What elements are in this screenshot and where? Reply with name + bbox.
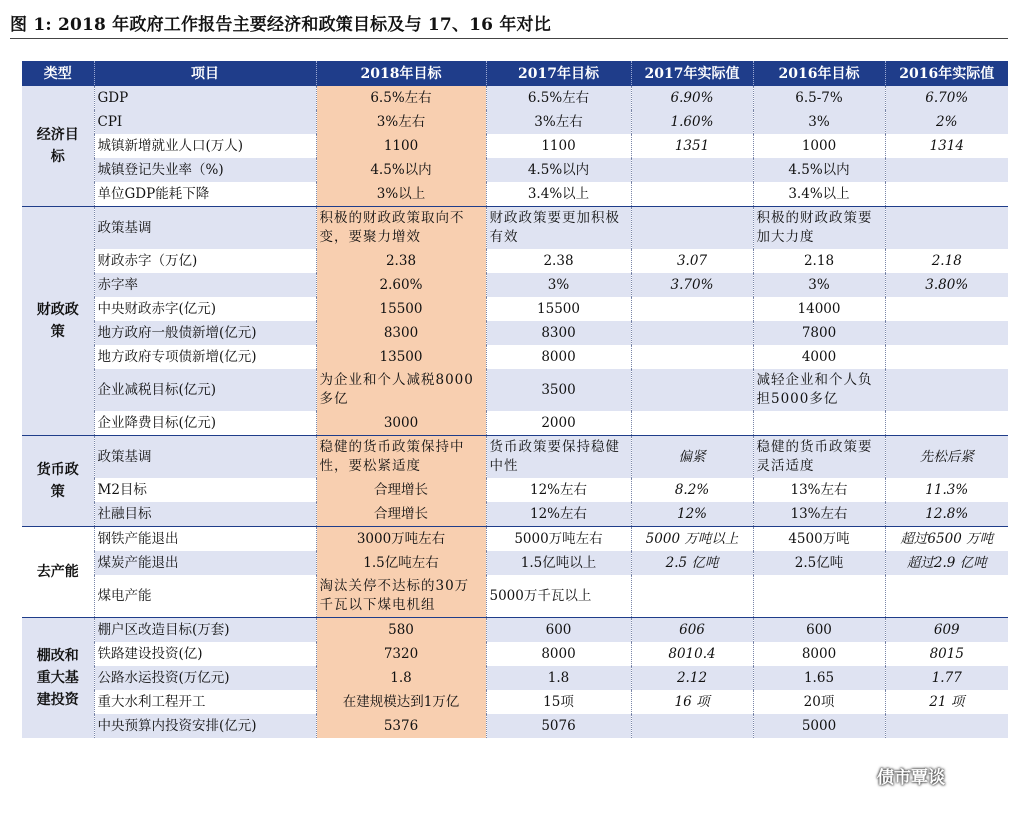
cell-2017-actual (631, 158, 753, 182)
item-label: 煤电产能 (94, 575, 316, 618)
cell-2016-target: 2.18 (753, 249, 885, 273)
item-label: 铁路建设投资(亿) (94, 642, 316, 666)
cell-2018-target: 合理增长 (316, 478, 486, 502)
item-label: 重大水利工程开工 (94, 690, 316, 714)
table-row (22, 369, 1008, 411)
cell-2016-target: 8000 (753, 642, 885, 666)
cell-2017-target: 15项 (486, 690, 631, 714)
cell-2017-target: 12%左右 (486, 502, 631, 527)
cell-2018-target: 8300 (316, 321, 486, 345)
cell-2016-target: 20项 (753, 690, 885, 714)
cell-2017-target: 2.38 (486, 249, 631, 273)
cell-2018-target: 2.60% (316, 273, 486, 297)
cell-2018-target: 6.5%左右 (316, 86, 486, 111)
cell-2016-target (753, 575, 885, 618)
table-row (22, 502, 1008, 527)
item-label: 企业降费目标(亿元) (94, 411, 316, 436)
table-row (22, 666, 1008, 690)
wechat-icon (843, 761, 871, 789)
cell-2017-target: 1100 (486, 134, 631, 158)
cell-2016-target (753, 411, 885, 436)
cell-2017-target: 4.5%以内 (486, 158, 631, 182)
cell-2017-target: 8000 (486, 642, 631, 666)
cell-2017-actual: 5000 万吨以上 (631, 527, 753, 552)
cell-2016-target: 1000 (753, 134, 885, 158)
policy-targets-table (22, 61, 1008, 738)
cell-2017-target: 5076 (486, 714, 631, 738)
cell-2016-actual: 超过2.9 亿吨 (885, 551, 1008, 575)
figure-title: 图 1: 2018 年政府工作报告主要经济和政策目标及与 17、16 年对比 (10, 15, 551, 35)
cell-2018-target: 合理增长 (316, 502, 486, 527)
cell-2016-actual: 6.70% (885, 86, 1008, 111)
cell-2017-actual (631, 575, 753, 618)
item-label: 钢铁产能退出 (94, 527, 316, 552)
table-row (22, 690, 1008, 714)
table-row (22, 321, 1008, 345)
cell-2018-target: 580 (316, 618, 486, 643)
table-row (22, 478, 1008, 502)
cell-2016-target: 4.5%以内 (753, 158, 885, 182)
item-label: 财政赤字（万亿) (94, 249, 316, 273)
header-2017-actual: 2017年实际值 (631, 61, 753, 86)
cell-2017-actual: 12% (631, 502, 753, 527)
table-row (22, 207, 1008, 250)
cell-2016-target: 4000 (753, 345, 885, 369)
header-2018-target: 2018年目标 (316, 61, 486, 86)
cell-2018-target: 为企业和个人减税8000多亿 (316, 369, 486, 411)
cell-2016-actual: 超过6500 万吨 (885, 527, 1008, 552)
cell-2018-target: 稳健的货币政策保持中性，要松紧适度 (316, 436, 486, 479)
table-row (22, 249, 1008, 273)
cell-2016-actual: 3.80% (885, 273, 1008, 297)
cell-2016-target: 3% (753, 110, 885, 134)
cell-2018-target: 13500 (316, 345, 486, 369)
cell-2017-actual (631, 345, 753, 369)
cell-2016-actual: 609 (885, 618, 1008, 643)
cell-2017-actual: 1.60% (631, 110, 753, 134)
cell-2017-target: 5000万千瓦以上 (486, 575, 631, 618)
category-fiscal: 财政政策 (22, 207, 94, 436)
cell-2017-target: 600 (486, 618, 631, 643)
cell-2017-actual: 3.07 (631, 249, 753, 273)
item-label: 地方政府专项债新增(亿元) (94, 345, 316, 369)
cell-2017-actual (631, 369, 753, 411)
cell-2017-target: 财政政策要更加积极有效 (486, 207, 631, 250)
cell-2018-target: 1100 (316, 134, 486, 158)
title-rule (10, 38, 1008, 39)
cell-2016-actual: 2.18 (885, 249, 1008, 273)
cell-2017-actual: 偏紧 (631, 436, 753, 479)
cell-2017-target: 3% (486, 273, 631, 297)
cell-2018-target: 3%左右 (316, 110, 486, 134)
cell-2017-actual (631, 411, 753, 436)
cell-2016-target: 1.65 (753, 666, 885, 690)
cell-2016-actual: 2% (885, 110, 1008, 134)
table-row (22, 158, 1008, 182)
table-row (22, 110, 1008, 134)
header-2016-target: 2016年目标 (753, 61, 885, 86)
header-2016-actual: 2016年实际值 (885, 61, 1008, 86)
cell-2017-actual (631, 297, 753, 321)
cell-2016-actual (885, 345, 1008, 369)
cell-2016-actual: 21 项 (885, 690, 1008, 714)
item-label: 中央财政赤字(亿元) (94, 297, 316, 321)
header-item: 项目 (94, 61, 316, 86)
cell-2017-target: 12%左右 (486, 478, 631, 502)
item-label: 中央预算内投资安排(亿元) (94, 714, 316, 738)
cell-2018-target: 3%以上 (316, 182, 486, 207)
cell-2016-target: 600 (753, 618, 885, 643)
cell-2016-actual: 1.77 (885, 666, 1008, 690)
cell-2017-actual: 606 (631, 618, 753, 643)
cell-2016-actual: 8015 (885, 642, 1008, 666)
cell-2017-actual (631, 714, 753, 738)
cell-2017-target: 3%左右 (486, 110, 631, 134)
cell-2017-actual: 6.90% (631, 86, 753, 111)
table-row (22, 273, 1008, 297)
item-label: 城镇登记失业率（%) (94, 158, 316, 182)
category-monetary: 货币政策 (22, 436, 94, 527)
cell-2016-target: 4500万吨 (753, 527, 885, 552)
table-row (22, 575, 1008, 618)
cell-2016-target: 2.5亿吨 (753, 551, 885, 575)
cell-2016-target: 13%左右 (753, 478, 885, 502)
cell-2016-actual: 11.3% (885, 478, 1008, 502)
cell-2018-target: 5376 (316, 714, 486, 738)
cell-2017-target: 3.4%以上 (486, 182, 631, 207)
cell-2017-target: 15500 (486, 297, 631, 321)
item-label: 城镇新增就业人口(万人) (94, 134, 316, 158)
cell-2016-target: 积极的财政政策要加大力度 (753, 207, 885, 250)
item-label: GDP (94, 86, 316, 111)
category-capacity: 去产能 (22, 527, 94, 618)
table-row (22, 297, 1008, 321)
cell-2017-target: 8300 (486, 321, 631, 345)
cell-2018-target: 在建规模达到1万亿 (316, 690, 486, 714)
item-label: 煤炭产能退出 (94, 551, 316, 575)
cell-2018-target: 15500 (316, 297, 486, 321)
watermark (843, 760, 993, 790)
cell-2018-target: 7320 (316, 642, 486, 666)
table-row (22, 345, 1008, 369)
table-row (22, 86, 1008, 111)
table-row (22, 714, 1008, 738)
cell-2016-actual (885, 714, 1008, 738)
cell-2017-target: 5000万吨左右 (486, 527, 631, 552)
header-row (22, 61, 1008, 86)
cell-2016-target: 13%左右 (753, 502, 885, 527)
cell-2016-actual: 1314 (885, 134, 1008, 158)
table-row (22, 182, 1008, 207)
cell-2017-actual: 2.12 (631, 666, 753, 690)
item-label: 地方政府一般债新增(亿元) (94, 321, 316, 345)
cell-2016-actual: 12.8% (885, 502, 1008, 527)
cell-2018-target: 1.5亿吨左右 (316, 551, 486, 575)
watermark-text: 债市覃谈 (877, 767, 945, 788)
cell-2018-target: 1.8 (316, 666, 486, 690)
cell-2017-target: 货币政策要保持稳健中性 (486, 436, 631, 479)
cell-2017-actual: 8.2% (631, 478, 753, 502)
item-label: 社融目标 (94, 502, 316, 527)
cell-2017-actual: 3.70% (631, 273, 753, 297)
cell-2017-target: 6.5%左右 (486, 86, 631, 111)
cell-2018-target: 3000 (316, 411, 486, 436)
cell-2016-actual (885, 369, 1008, 411)
header-type: 类型 (22, 61, 94, 86)
table-row (22, 527, 1008, 552)
cell-2016-target: 稳健的货币政策要灵活适度 (753, 436, 885, 479)
category-econ: 经济目标 (22, 86, 94, 207)
cell-2018-target: 积极的财政政策取向不变，要聚力增效 (316, 207, 486, 250)
item-label: 政策基调 (94, 436, 316, 479)
table-row (22, 436, 1008, 479)
cell-2016-actual (885, 575, 1008, 618)
category-investment: 棚改和重大基建投资 (22, 618, 94, 739)
table-row (22, 642, 1008, 666)
item-label: CPI (94, 110, 316, 134)
cell-2017-actual: 8010.4 (631, 642, 753, 666)
cell-2016-target: 5000 (753, 714, 885, 738)
cell-2017-actual (631, 182, 753, 207)
cell-2018-target: 2.38 (316, 249, 486, 273)
cell-2017-actual: 1351 (631, 134, 753, 158)
cell-2018-target: 淘汰关停不达标的30万千瓦以下煤电机组 (316, 575, 486, 618)
cell-2017-actual: 2.5 亿吨 (631, 551, 753, 575)
cell-2016-actual (885, 297, 1008, 321)
cell-2016-actual (885, 158, 1008, 182)
cell-2017-actual (631, 321, 753, 345)
cell-2016-actual (885, 321, 1008, 345)
cell-2017-target: 1.8 (486, 666, 631, 690)
item-label: M2目标 (94, 478, 316, 502)
cell-2016-target: 6.5-7% (753, 86, 885, 111)
table-row (22, 551, 1008, 575)
table-row (22, 134, 1008, 158)
cell-2018-target: 3000万吨左右 (316, 527, 486, 552)
cell-2017-target: 2000 (486, 411, 631, 436)
cell-2016-actual: 先松后紧 (885, 436, 1008, 479)
cell-2017-actual (631, 207, 753, 250)
header-2017-target: 2017年目标 (486, 61, 631, 86)
cell-2016-target: 3.4%以上 (753, 182, 885, 207)
cell-2017-target: 3500 (486, 369, 631, 411)
item-label: 棚户区改造目标(万套) (94, 618, 316, 643)
cell-2016-actual (885, 182, 1008, 207)
item-label: 企业减税目标(亿元) (94, 369, 316, 411)
cell-2018-target: 4.5%以内 (316, 158, 486, 182)
item-label: 公路水运投资(万亿元) (94, 666, 316, 690)
cell-2017-actual: 16 项 (631, 690, 753, 714)
cell-2016-actual (885, 207, 1008, 250)
cell-2016-actual (885, 411, 1008, 436)
cell-2016-target: 3% (753, 273, 885, 297)
table-row (22, 618, 1008, 643)
cell-2016-target: 14000 (753, 297, 885, 321)
item-label: 政策基调 (94, 207, 316, 250)
cell-2017-target: 8000 (486, 345, 631, 369)
cell-2017-target: 1.5亿吨以上 (486, 551, 631, 575)
cell-2016-target: 减轻企业和个人负担5000多亿 (753, 369, 885, 411)
item-label: 单位GDP能耗下降 (94, 182, 316, 207)
table-row (22, 411, 1008, 436)
cell-2016-target: 7800 (753, 321, 885, 345)
item-label: 赤字率 (94, 273, 316, 297)
